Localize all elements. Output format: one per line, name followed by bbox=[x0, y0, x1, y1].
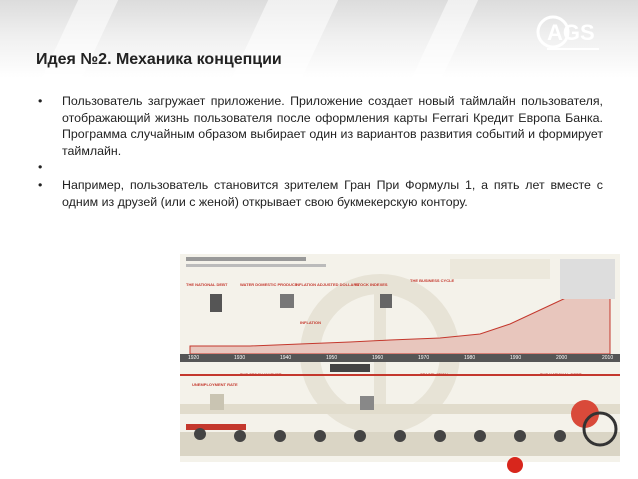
timeline-infographic-image bbox=[180, 254, 620, 462]
bullet-symbol: • bbox=[38, 160, 43, 174]
bullet-item bbox=[38, 177, 603, 210]
timeline-year-label: 1950 bbox=[326, 355, 338, 361]
timeline-heading: THE NATIONAL DEBT bbox=[540, 372, 582, 377]
timeline-year-label: 1970 bbox=[418, 355, 430, 361]
timeline-heading: INFLATION bbox=[300, 320, 322, 325]
timeline-heading: WATER DOMESTIC PRODUCT bbox=[240, 282, 298, 287]
bullet-list bbox=[38, 93, 603, 210]
bullet-text: Пользователь загружает приложение. Приложение создает новый таймлайн пользователя, отображающий жизнь пользователя после оформления карты Ferrari Кредит Европа Банка. Программа случайным образом выбирает один из вариантов развития событий и формирует таймлайн. bbox=[62, 94, 603, 158]
timeline-year-label: 1990 bbox=[510, 355, 522, 361]
logo-text: AGS bbox=[547, 20, 595, 45]
bullet-item bbox=[38, 93, 603, 159]
timeline-year-label: 1960 bbox=[372, 355, 384, 361]
timeline-year-label: 1930 bbox=[234, 355, 246, 361]
timeline-year-label: 1920 bbox=[188, 355, 200, 361]
slide-title: Идея №2. Механика концепции bbox=[36, 51, 282, 68]
bullet-symbol: • bbox=[38, 94, 43, 108]
timeline-heading: THE BUSINESS CYCLE bbox=[410, 278, 455, 283]
timeline-year-label: 1980 bbox=[464, 355, 476, 361]
timeline-heading: STAGFLATION bbox=[420, 372, 448, 377]
timeline-year-label: 2000 bbox=[556, 355, 568, 361]
bullet-text: Например, пользователь становится зрителем Гран При Формулы 1, а пять лет вместе с одним из друзей (или с женой) открывает свою букмекерскую контору. bbox=[62, 178, 603, 209]
timeline-year-label: 1940 bbox=[280, 355, 292, 361]
timeline-heading: INFLATION ADJUSTED DOLLARS bbox=[295, 282, 359, 287]
timeline-heading: UNEMPLOYMENT RATE bbox=[192, 382, 238, 387]
timeline-heading: THE STOCK MARKET bbox=[240, 372, 282, 377]
bullet-symbol: • bbox=[38, 178, 43, 192]
timeline-year-label: 2010 bbox=[602, 355, 614, 361]
bullet-item-empty bbox=[38, 159, 603, 177]
bank-logo-mark bbox=[507, 457, 523, 473]
timeline-heading: STOCK INDEXES bbox=[355, 282, 388, 287]
ags-logo bbox=[535, 12, 610, 58]
timeline-headings bbox=[180, 254, 620, 462]
timeline-heading: THE NATIONAL DEBT bbox=[186, 282, 228, 287]
